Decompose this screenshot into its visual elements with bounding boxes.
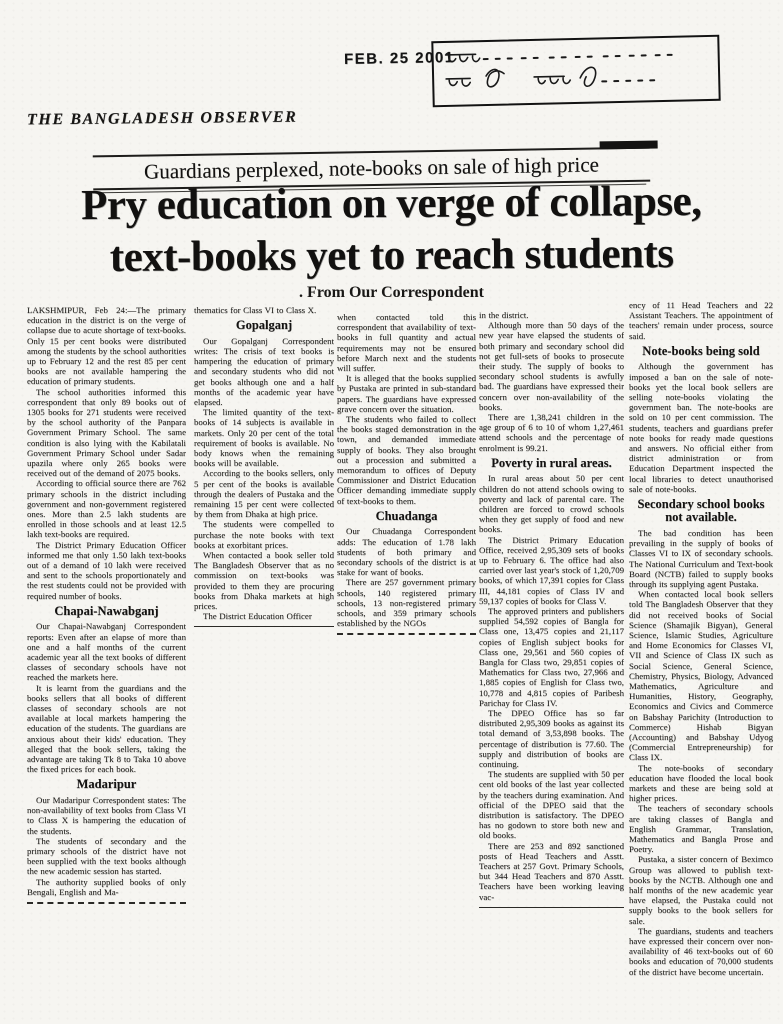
article-paragraph: Our Chuadanga Correspondent adds: The education of 1.78 lakh students of both primary and secondary schools of the district is at stake for want of books. bbox=[337, 526, 476, 578]
article-paragraph: Although the government has imposed a ban on the sale of note-books yet the local book sellers are selling note-books violating the government ban. The note-books are sold on 10 per cent commission. The students, teachers and guardians prefer note books for ready made questions and answers. No official either from district administration or from Education Department inspected the local libraries to detect unauthorised sale of note-books. bbox=[629, 361, 773, 494]
kicker-headline: Guardians perplexed, note-books on sale of high price bbox=[93, 150, 650, 191]
article-paragraph: According to official source there are 762 primary schools in the district including government and non-government registered ones. More than 2.5 lakh students are enrolled in those schools and at least 12.5 lakh text-books are required. bbox=[27, 478, 186, 540]
article-paragraph: The school authorities informed this correspondent that only 89 books out of 1305 books for 271 students were received by the school authority of the Panpara Government Primary School. The same condition is also lying with the Kabilatali Government Primary School under Sadar upazila where only 265 books were received out of the demand of 2075 books. bbox=[27, 386, 186, 479]
section-heading: Secondary school books not available. bbox=[637, 496, 765, 525]
bengali-handwriting-icon bbox=[441, 41, 710, 101]
article-paragraph: The approved printers and publishers supplied 54,592 copies of Bangla for Class one, 13,475 copies and 21,117 copies of English subject books for Class one, 29,561 and 560 copies of Bangla for Class two, 29,851 copies of Mathematics for Class two, 27,966 and 1,885 copies of English for Class two, 10,778 and 4,815 copies of Paribesh Parichay for Class IV. bbox=[479, 605, 624, 708]
article-column-3 bbox=[337, 312, 476, 660]
article-paragraph: The District Primary Education Officer informed me that only 1.50 lakh text-books out of a demand of 10 lakh were received and sent to the schools proportionately and the rest students could not be provided with required number of books. bbox=[27, 539, 186, 601]
article-paragraph: Our Chapai-Nawabganj Correspondent reports: Even after an elapse of more than one and a half months of the current academic year all the text books of different classes of secondary schools have not reached the markets here. bbox=[27, 621, 186, 683]
article-paragraph: There are 1,38,241 children in the age group of 6 to 10 of whom 1,27,461 attend schools and the percentage of enrolment is 99.21. bbox=[479, 412, 624, 453]
article-paragraph: According to the books sellers, only 5 per cent of the books is available through the dealers of Pustaka and the remaining 15 per cent were collected by them from Dhaka at high price. bbox=[194, 468, 334, 520]
article-paragraph: It is learnt from the guardians and the books sellers that all books of different classes of secondary schools are not available at local markets hampering the education of the students. The guardians are anxious about their kids' education. They alleged that the book sellers, taking the advantage are taking Tk 8 to Taka 10 above the fixed prices for each book. bbox=[27, 682, 186, 775]
article-paragraph: thematics for Class VI to Class X. bbox=[194, 305, 317, 315]
article-column-1 bbox=[27, 305, 186, 1007]
section-heading: Chuadanga bbox=[375, 508, 438, 523]
article-paragraph: The students are supplied with 50 per cent old books of the last year collected by the teachers during examination. And official of the DPEO said that the distribution is satisfactory. The DPEO has no godown to store both new and old books. bbox=[479, 769, 624, 841]
article-paragraph: The District Education Officer bbox=[203, 611, 312, 622]
article-paragraph: There are 253 and 892 sanctioned posts of Head Teachers and Asstt. Teachers at 257 Govt. Primary Schools, but 344 Head Teachers and 870 Asstt. Teachers have been working leaving vac- bbox=[479, 840, 624, 902]
article-paragraph: The limited quantity of the text-books of 14 subjects is available in markets. Only 20 per cent of the total requirement of books is available. No body knows when the remaining books will be available. bbox=[194, 407, 334, 469]
article-paragraph: Although more than 50 days of the new year have elapsed the students of both primary and secondary school did not get full-sets of books to prosecute their study. The supply of books to secondary school students is awfully bad. The guardians have expressed their concern over non-availability of the books. bbox=[479, 320, 624, 412]
article-paragraph: There are 257 government primary schools, 140 registered primary schools, 13 non-registered primary schools, and 359 primary schools established by the NGOs bbox=[337, 577, 476, 629]
article-paragraph: The students who failed to collect the books staged demonstration in the town, and demanded immediate supply of books. They also brought out a procession and submitted a memorandum to offices of Deputy Commissioner and District Education Officer demanding immediate supply of text-books to them. bbox=[337, 414, 476, 506]
article-paragraph: in the district. bbox=[479, 310, 529, 320]
article-paragraph: When contacted local book sellers told The Bangladesh Observer that they did not received books of Social Science (Shamajik Bigyan), General Science, Islamic Studies, Agriculture and Home Economics for Classes VI, VII and Science of Class IX such as Social Science, General Science, Chemistry, Physics, Biology, Advanced Mathematics, Agriculture and Humanities, History, Geography, Economics and Civics and Commerce on Babshay Parichity (Introduction to Commerce) Hishab Bigyan (Accounting) and Babshay Udyog (Commercial Entrepreneurship) for Class IX. bbox=[629, 589, 773, 763]
article-paragraph: The students were compelled to purchase the note books with text books at exorbitant prices. bbox=[194, 519, 334, 550]
headline-line-2: text-books yet to reach students bbox=[109, 230, 674, 281]
section-heading: Poverty in rural areas. bbox=[491, 455, 612, 470]
article-paragraph: Our Madaripur Correspondent states: The non-availability of text books from Class VI to Class X is hampering the education of the students. bbox=[27, 794, 186, 836]
article-paragraph: LAKSHMIPUR, Feb 24:—The primary education in the district is on the verge of collapse due to acute shortage of text-books. Only 15 per cent books were distributed among the students by the school authorities up to February 12 and the rest 85 per cent books are not available hampering the education of primary students. bbox=[27, 305, 186, 387]
article-paragraph: The District Primary Education Office, received 2,95,309 sets of books up to February 6. The office had also carried over last year's stock of 1,20,709 books, of which 17,391 copies for Class III, 44,181 copies of Class IV and 59,137 copies of books for Class V. bbox=[479, 534, 624, 606]
article-paragraph: In rural areas about 50 per cent children do not attend schools owing to poverty and lack of parental care. The children are forced to crowd schools when they get supply of food and new books. bbox=[479, 473, 624, 535]
column-end-rule bbox=[194, 626, 334, 627]
article-column-4 bbox=[479, 310, 624, 962]
column-end-rule bbox=[337, 633, 476, 635]
byline: . From Our Correspondent bbox=[299, 284, 484, 301]
article-column-5 bbox=[629, 300, 773, 1016]
column-end-rule bbox=[479, 907, 624, 908]
section-heading: Madaripur bbox=[76, 777, 137, 792]
stamp-box bbox=[431, 35, 720, 108]
article-paragraph: Our Gopalganj Correspondent writes: The crisis of text books is hampering the education of primary and secondary students who did not get books although one and a half months of the academic year have elapsed. bbox=[194, 335, 334, 407]
masthead: THE BANGLADESH OBSERVER bbox=[26, 108, 298, 129]
section-heading: Chapai-Nawabganj bbox=[54, 603, 159, 618]
main-headline bbox=[0, 175, 783, 284]
section-heading: Note-books being sold bbox=[642, 343, 760, 358]
article-paragraph: ency of 11 Head Teachers and 22 Assistant Teachers. The appointment of teachers' remain under process, source said. bbox=[629, 300, 773, 341]
date-stamp: FEB. 25 2001 bbox=[343, 49, 455, 68]
article-paragraph: The teachers of secondary schools are taking classes of Bangla and English Grammar, Translation, Mathematics and Bangla Prose and Poetry. bbox=[629, 803, 773, 855]
article-paragraph: It is alleged that the books supplied by Pustaka are printed in sub-standard papers. The guardians have expressed grave concern over the situation. bbox=[337, 373, 476, 414]
ink-bar bbox=[600, 141, 658, 150]
column-end-rule bbox=[27, 902, 186, 904]
article-paragraph: When contacted a book seller told The Bangladesh Observer that as no commission on text-books was provided to them they are procuring books from Dhaka markets at high prices. bbox=[194, 549, 334, 611]
article-paragraph: The guardians, students and teachers have expressed their concern over non-availability of 46 text-books out of 60 books and education of 70,000 students of the district have become uncertain. bbox=[629, 925, 773, 977]
section-heading: Gopalganj bbox=[235, 318, 293, 333]
headline-line-1: Pry education on verge of collapse, bbox=[81, 177, 702, 230]
article-column-2 bbox=[194, 305, 334, 667]
article-paragraph: Pustaka, a sister concern of Beximco Group was allowed to publish text-books by the NCTB. Although one and half months of the new academic year have elapsed, the Pustaka could not supply books to the book sellers for sale. bbox=[629, 854, 773, 926]
article-paragraph: The authority supplied books of only Bengali, English and Ma- bbox=[27, 876, 186, 897]
article-paragraph: The note-books of secondary education have flooded the local book markets and these are being sold at higher prices. bbox=[629, 762, 773, 804]
article-paragraph: when contacted told this correspondent that availability of text-books in full quantity and actual requirements may not be ensured before March next and the students will suffer. bbox=[337, 312, 476, 374]
article-paragraph: The DPEO Office has so far distributed 2,95,309 books as against its total demand of 3,53,898 books. The percentage of distribution is 77.60. The supply and distribution of books are continuing. bbox=[479, 708, 624, 770]
article-paragraph: The bad condition has been prevailing in the supply of books of Classes VI to IX of secondary schools. The National Curriculum and Text-book Board (NCTB) failed to supply books through its supplying agent Pustaka. bbox=[629, 527, 773, 589]
article-paragraph: The students of secondary and the primary schools of the district have not been supplied with the text books although the new academic session has started. bbox=[27, 835, 186, 877]
